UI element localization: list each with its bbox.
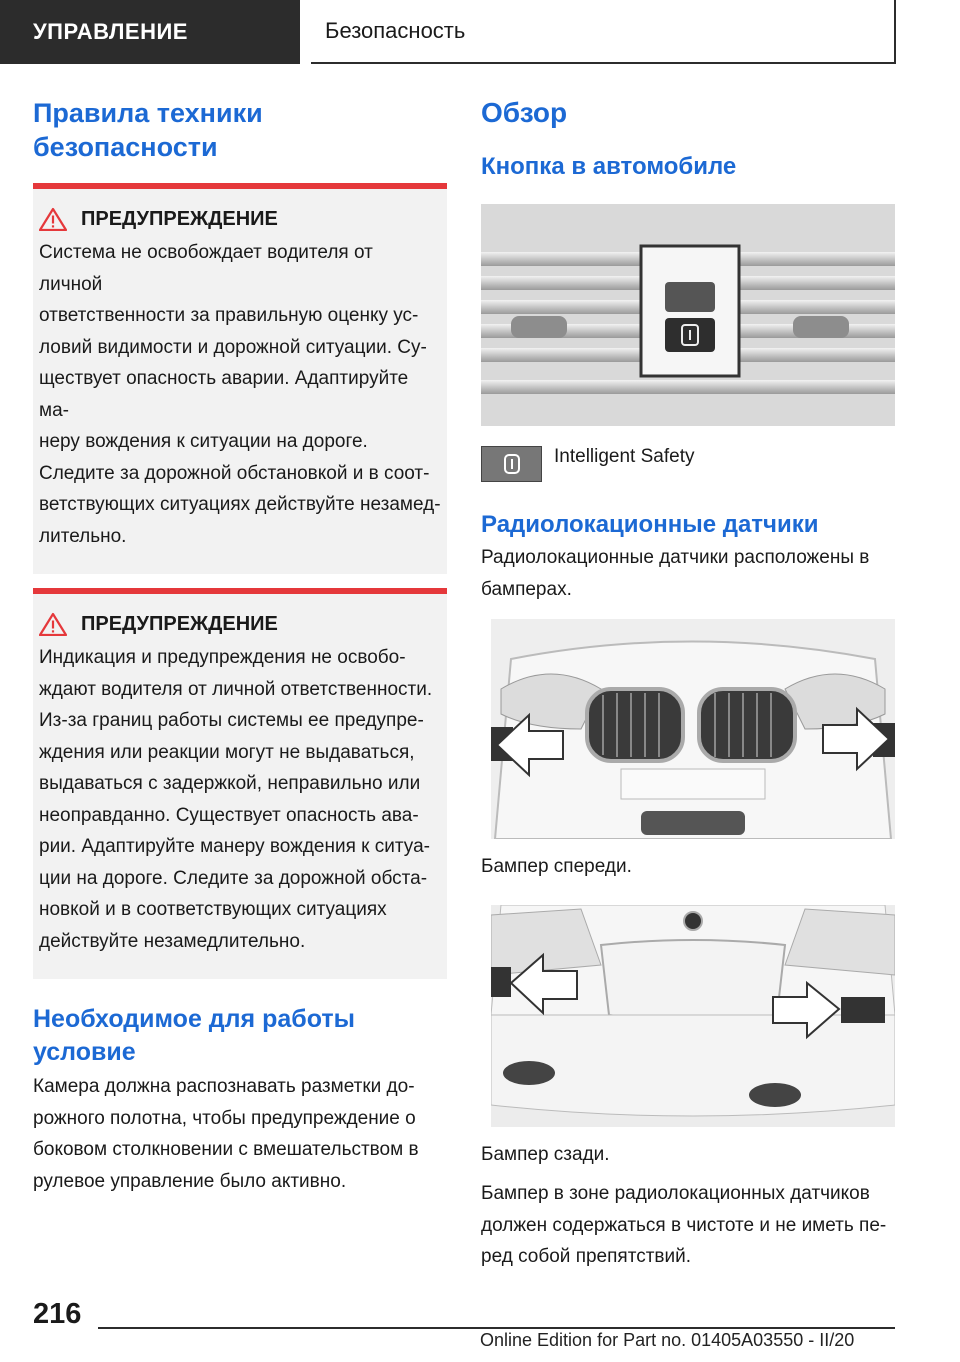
header-subsection: Безопасность	[311, 0, 896, 64]
button-section-title: Кнопка в автомобиле	[481, 153, 737, 180]
dashboard-vents-illustration	[481, 204, 895, 426]
requirement-text: Камера должна распознавать разметки до- рожного полотна, чтобы предупреждение о боковом столкновении с вмешательством в рулевое управление было активно.	[33, 1076, 419, 1192]
left-column	[33, 96, 447, 1197]
warning-triangle-icon	[39, 207, 67, 231]
warning-box-1	[33, 183, 447, 574]
overview-title: Обзор	[481, 97, 568, 128]
warning-triangle-icon	[39, 612, 67, 636]
safety-title: Правила техники безопасности	[33, 98, 263, 162]
button-label-row	[481, 446, 895, 482]
footer-divider	[98, 1327, 895, 1329]
dashboard-button-image	[481, 204, 895, 426]
intelligent-safety-button-icon[interactable]	[481, 446, 542, 482]
right-column	[481, 96, 895, 1273]
page-number: 216	[33, 1298, 82, 1330]
edition-text: Online Edition for Part no. 01405A03550 - II/20	[480, 1330, 855, 1350]
warning-text: Система не освобождает водителя от личной ответственности за правильную оценку ус- ловий видимости и дорожной ситуации. Су- ществует опасность аварии. Адаптируйте ма- неру вождения к ситуации на дороге. Следите за дорожной обстановкой и в соот- ветствующих ситуациях действуйте незамед- лительно.	[39, 242, 441, 547]
rear-bumper-image	[491, 905, 895, 1127]
bumper-cleanliness-text: Бампер в зоне радиолокационных датчиков должен содержаться в чистоте и не иметь пе- ред собой препятствий.	[481, 1183, 887, 1267]
rear-bumper-illustration	[491, 905, 895, 1127]
warning-label: ПРЕДУПРЕЖДЕНИЕ	[81, 207, 278, 230]
warning-box-2	[33, 588, 447, 979]
front-bumper-illustration	[491, 619, 895, 839]
rear-bumper-caption: Бампер сзади.	[481, 1143, 610, 1165]
requirement-title: Необходимое для работы условие	[33, 1005, 355, 1066]
front-bumper-image	[491, 619, 895, 839]
safety-icon	[502, 453, 522, 475]
intelligent-safety-label: Intelligent Safety	[554, 446, 695, 467]
warning-text: Индикация и предупреждения не освобо- ждают водителя от личной ответственности. Из-за границ работы системы ее предупре- ждения или реакции могут не выдаваться, выдаваться с задержкой, неправильно или неоправданно. Существует опасность ава- рии. Адаптируйте манеру вождения к ситуа- ции на дороге. Следите за дорожной обста- новкой и в соответствующих ситуациях действуйте незамедлительно.	[39, 647, 433, 952]
sensors-text: Радиолокационные датчики расположены в бамперах.	[481, 547, 870, 600]
warning-label: ПРЕДУПРЕЖДЕНИЕ	[81, 612, 278, 635]
sensors-title: Радиолокационные датчики	[481, 511, 819, 538]
header-section: УПРАВЛЕНИЕ	[0, 0, 300, 64]
front-bumper-caption: Бампер спереди.	[481, 856, 632, 877]
